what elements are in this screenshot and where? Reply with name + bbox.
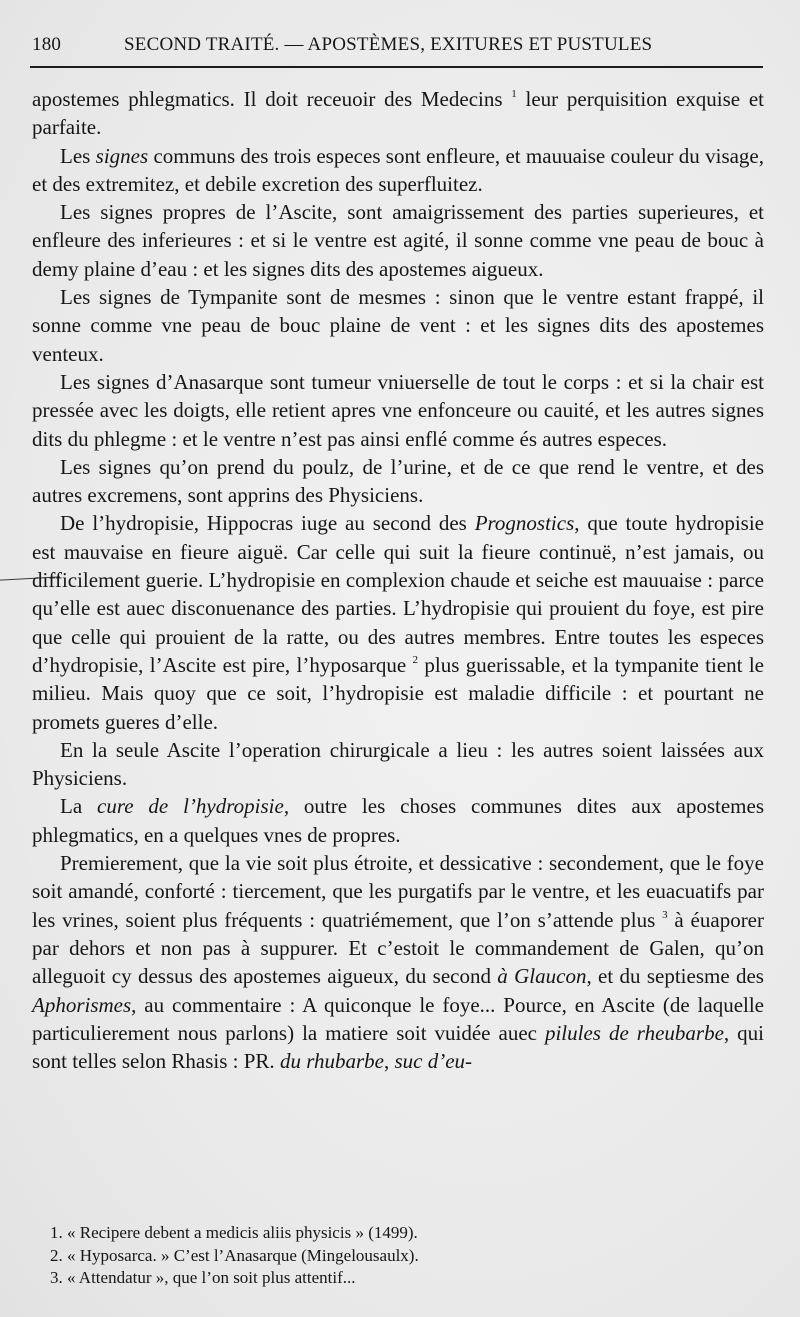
footnotes [50, 1222, 750, 1290]
paragraph [32, 736, 764, 793]
paragraph [32, 453, 764, 510]
page-number: 180 [32, 34, 62, 55]
italic-run: Prognostics [474, 511, 575, 536]
paragraph [32, 368, 764, 453]
text-run: leur perquisition exquise et parfaite. [32, 87, 764, 140]
body-text [32, 85, 764, 1075]
running-title: SECOND TRAITÉ. — APOSTÈMES, EXITURES ET PUSTULES [124, 34, 653, 55]
text-run: communs des trois especes sont enfleure, et mauuaise couleur du visage, et des extremitez, et debile excretion des superfluitez. [32, 143, 765, 196]
italic-run: pilules de rheubarbe [544, 1020, 724, 1045]
text-run: Les signes qu’on prend du poulz, de l’urine, et de ce que rend le ventre, et des autres excremens, sont apprins des Physiciens. [32, 454, 764, 508]
footnote: 1. « Recipere debent a medicis aliis physicis » (1499). [50, 1223, 418, 1242]
italic-run: cure de l’hydropisie [97, 794, 284, 819]
paragraph [32, 509, 764, 735]
footnote: 3. « Attendatur », que l’on soit plus attentif... [50, 1268, 356, 1287]
paragraph [32, 85, 764, 142]
text-run: En la seule Ascite l’operation chirurgicale a lieu : les autres soient laissées aux Physiciens. [32, 737, 764, 791]
text-run: Les [60, 143, 96, 168]
italic-run: suc d’eu- [394, 1049, 473, 1074]
text-run: apostemes phlegmatics. Il doit receuoir des Medecins [32, 87, 512, 111]
text-run: La [60, 794, 98, 819]
text-run: De l’hydropisie, Hippocras iuge au second des [60, 511, 475, 536]
text-run: à éuaporer par dehors et non pas à suppurer. Et c’estoit le commandement de Galen, qu’on alleguoit cy dessus des apostemes aigueux, du second [32, 907, 764, 989]
footnote-ref: 1 [511, 88, 517, 100]
text-run: Premierement, que la vie soit plus étroite, et dessicative : secondement, que le foye soit amandé, conforté : tiercement, que les purgatifs par le ventre, et les euacuatifs par les vrines, soient plus fréquents : quatriémement, que l’on s’attende plus [32, 851, 764, 932]
footnote: 2. « Hyposarca. » C’est l’Anasarque (Mingelousaulx). [50, 1245, 419, 1265]
paragraph [32, 283, 764, 368]
footnote-ref: 3 [662, 908, 668, 921]
text-run: , au commentaire : A quiconque le foye... Pource, en Ascite (de laquelle particulierement nous parlons) la matiere soit vuidée auec [32, 992, 764, 1045]
header-rule [30, 66, 763, 68]
text-run: , que toute hydropisie est mauvaise en fieure aiguë. Car celle qui suit la fieure continuë, n’est jamais, ou difficilement guerie. L’hydropisie en complexion chaude et seiche est mauuaise : parce qu’elle est auec disconuenance des parties. L’hydropisie qui prouient du foye, est pire que celle qui prouient de la ratte, ou des autres membres. Entre toutes les especes d’hydropisie, l’Ascite est pire, l’hyposarque [32, 511, 765, 677]
text-run: , [383, 1049, 395, 1074]
paragraph [32, 849, 764, 1075]
text-run: , et du septiesme des [586, 964, 764, 989]
italic-run: du rhubarbe [279, 1049, 384, 1074]
paragraph [32, 142, 764, 199]
text-run: , qui sont telles selon Rhasis : PR. [32, 1020, 764, 1074]
italic-run: Aphorismes [32, 992, 132, 1017]
text-run: Les signes de Tympanite sont de mesmes : sinon que le ventre estant frappé, il sonne comme vne peau de bouc plaine de vent : et les signes dits des apostemes venteux. [32, 285, 764, 366]
footnote-ref: 2 [412, 653, 419, 666]
text-run: plus guerissable, et la tympanite tient le milieu. Mais quoy que ce soit, l’hydropisie est maladie difficile : et pourtant ne promets gueres d’elle. [32, 652, 764, 734]
paragraph [32, 792, 764, 849]
italic-run: signes [95, 143, 149, 168]
italic-run: à Glaucon [497, 964, 587, 989]
text-run: , outre les choses communes dites aux apostemes phlegmatics, en a quelques vnes de propres. [32, 794, 765, 847]
text-run: Les signes d’Anasarque sont tumeur vniuerselle de tout le corps : et si la chair est pressée avec les doigts, elle retient apres vne enfonceure ou cauité, et les autres signes dits du phlegme : et le ventre n’est pas ainsi enflé comme és autres especes. [32, 369, 764, 451]
paragraph [32, 198, 764, 283]
text-run: Les signes propres de l’Ascite, sont amaigrissement des parties superieures, et enfleure des inferieures : et si le ventre est agité, il sonne comme vne peau de bouc à demy plaine d’eau : et les signes dits des apostemes aigueux. [32, 200, 764, 281]
